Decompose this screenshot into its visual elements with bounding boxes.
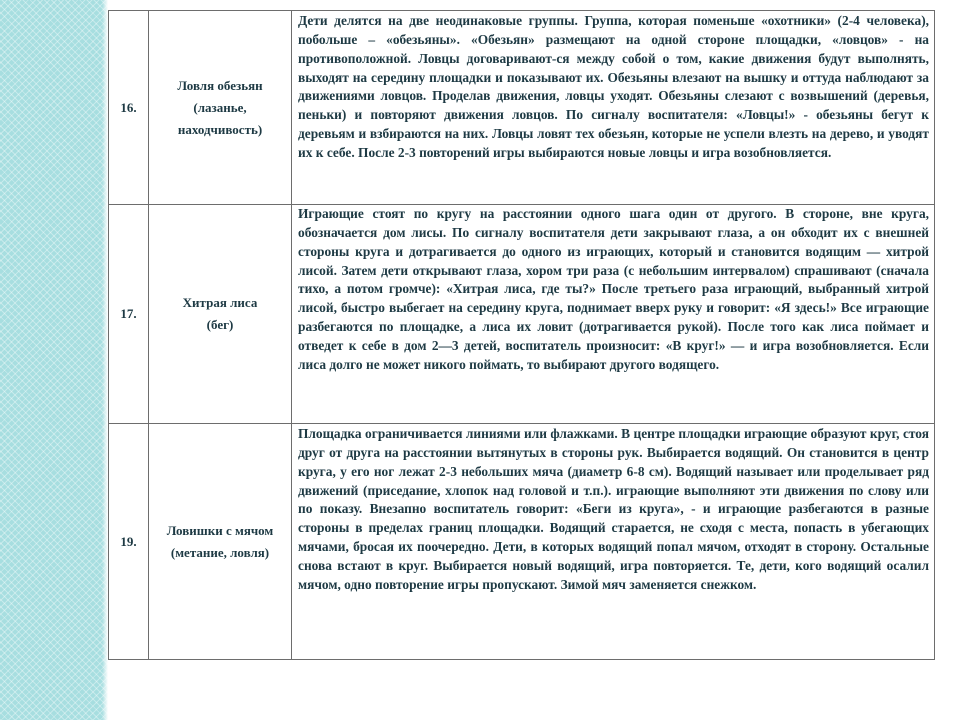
table-row: [109, 205, 935, 424]
game-number: 17.: [109, 205, 149, 424]
game-title-cell: [149, 11, 292, 205]
game-title-cell: [149, 424, 292, 660]
table-row: [109, 424, 935, 660]
game-title: Ловишки с мячом: [166, 522, 274, 538]
game-title: Ловля обезьян: [177, 77, 263, 93]
decorative-side-stripe: [0, 0, 108, 720]
game-title: Хитрая лиса: [182, 295, 258, 310]
game-category: (бег): [206, 317, 234, 332]
games-table: [108, 10, 935, 660]
game-description: Дети делятся на две неодинаковые группы. Группа, которая поменьше «охотники» (2-4 человека), побольше – «обезьяны». «Обезьян» размещают на одной стороне площадки, «ловцов» - на противоположной. Ловцы договаривают-ся между собой о том, какие движения будут выполнять, выходят на середину площадки и показывают их. Обезьяны влезают на вышку и оттуда наблюдают за движениями ловцов. Проделав движения, ловцы уходят. Обезьяны слезают с возвышений (деревья, пеньки) и повторяют движения ловцов. По сигналу воспитателя: «Ловцы!» - обезьяны бегут к деревьям и взбираются на них. Ловцы ловят тех обезьян, которые не успели влезть на дерево, и уводят их к себе. После 2-3 повторений игры выбираются новые ловцы и игра возобновляется.: [292, 11, 935, 205]
game-description: Играющие стоят по кругу на расстоянии одного шага один от другого. В стороне, вне круга, обозначается дом лисы. По сигналу воспитателя дети закрывают глаза, а он обходит их с внешней стороны круга и дотрагивается до одного из играющих, который и становится водящим — хитрой лисой. Затем дети открывают глаза, хором три раза (с небольшим интервалом) спрашивают (сначала тихо, а потом громче): «Хитрая лиса, где ты?» После третьего раза играющий, выбранный хитрой лисой, быстро выбегает на середину круга, поднимает вверх руку и говорит: «Я здесь!» Все играющие разбегаются по площадке, а лиса их ловит (дотрагивается рукой). После того как лиса поймает и отведет к себе в дом 2—3 детей, воспитатель произносит: «В круг!» — и игра возобновляется. Если лиса долго не может никого поймать, то выбирают другого водящего.: [292, 205, 935, 424]
game-title-cell: [149, 205, 292, 424]
game-number: 19.: [109, 424, 149, 660]
table-row: [109, 11, 935, 205]
game-category: (метание, ловля): [170, 544, 270, 560]
game-description: Площадка ограничивается линиями или флажками. В центре площадки играющие образуют круг, стоя друг от друга на расстоянии вытянутых в стороны рук. Выбирается водящий. Он становится в центр круга, у его ног лежат 2-3 небольших мяча (диаметр 6-8 см). Водящий называет или проделывает ряд движений (приседание, хлопок над головой и т.п.). играющие выполняют эти движения по слову или по показу. Внезапно воспитатель говорит: «Беги из круга», - и играющие разбегаются в разные стороны в пределах границ площадки. Водящий старается, не сходя с места, попасть в убегающих мячами, бросая их поочередно. Дети, в которых водящий попал мячом, отходят в сторону. Остальные снова встают в круг. Выбирается новый водящий, игра повторяется. Те, дети, кого водящий осалил мячом, одно повторение игры пропускают. Зимой мяч заменяется снежком.: [292, 424, 935, 660]
game-category: (лазанье, находчивость): [177, 99, 263, 137]
game-number: 16.: [109, 11, 149, 205]
